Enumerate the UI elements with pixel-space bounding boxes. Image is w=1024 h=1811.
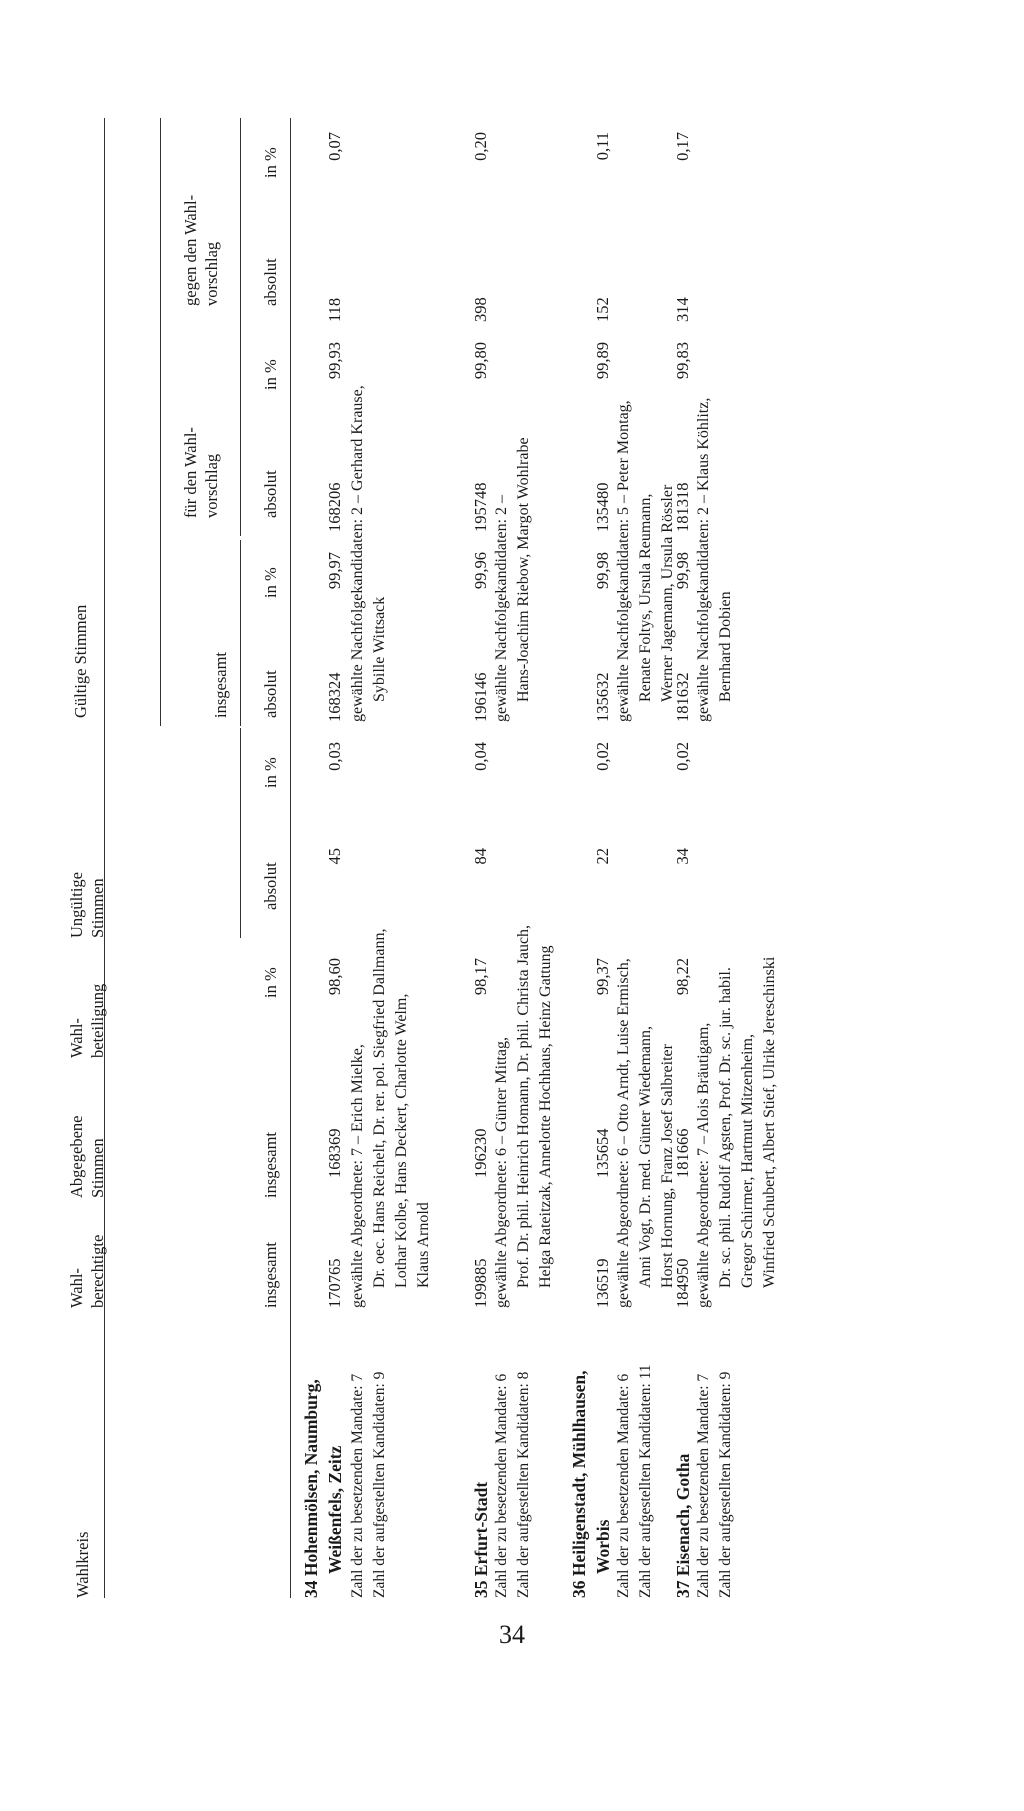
mandates-count: Zahl der zu besetzenden Mandate: 7 — [695, 1373, 712, 1598]
header-insgesamt-group: insgesamt — [211, 652, 230, 718]
ung-pct-value: 0,03 — [325, 742, 344, 771]
wahlberechtigte-value: 136519 — [593, 1258, 612, 1308]
successor-line: gewählte Nachfolgekandidaten: 2 – Gerhard Krause, — [349, 385, 366, 722]
ge-abs-value: 118 — [325, 297, 344, 322]
elected-line: gewählte Abgeordnete: 6 – Günter Mittag, — [493, 1036, 510, 1308]
ungueltige-sub-rule — [240, 728, 241, 938]
fu-abs-value: 168206 — [325, 482, 344, 532]
elected-line: Dr. oec. Hans Reichelt, Dr. rer. pol. Siegfried Dallmann, — [371, 928, 388, 1288]
district-title: 35 Erfurt-Stadt — [471, 1481, 491, 1598]
ung-abs-value: 22 — [593, 848, 612, 865]
gi-abs-value: 168324 — [325, 672, 344, 722]
sub-gi-pct: in % — [261, 567, 280, 598]
successor-line: Bernhard Dobien — [717, 591, 734, 702]
mandates-count: Zahl der zu besetzenden Mandate: 6 — [615, 1373, 632, 1598]
elected-line: Gregor Schirmer, Hartmut Mitzenheim, — [739, 1034, 756, 1288]
ge-abs-value: 152 — [593, 297, 612, 322]
elected-line: gewählte Abgeordnete: 7 – Alois Bräutigam, — [695, 1022, 712, 1308]
beteiligung-value: 98,17 — [471, 958, 490, 996]
ge-pct-value: 0,07 — [325, 132, 344, 161]
wahlberechtigte-value: 170765 — [325, 1258, 344, 1308]
gi-abs-value: 135632 — [593, 672, 612, 722]
successor-line: gewählte Nachfolgekandidaten: 2 – — [493, 494, 510, 722]
successor-line: Hans-Joachim Riebow, Margot Wohlrabe — [515, 437, 532, 702]
header-wahlberechtigte: Wahl- berechtigte — [67, 1234, 108, 1308]
beteiligung-value: 98,22 — [673, 958, 692, 996]
election-results-table — [62, 118, 778, 1598]
district-title: 37 Eisenach, Gotha — [673, 1453, 693, 1598]
successor-line: gewählte Nachfolgekandidaten: 2 – Klaus Köhlitz, — [695, 397, 712, 722]
header-abgegebene: Abgegebene Stimmen — [67, 1115, 108, 1198]
successor-line: gewählte Nachfolgekandidaten: 5 – Peter Montag, — [615, 400, 632, 722]
mandates-count: Zahl der zu besetzenden Mandate: 7 — [349, 1373, 366, 1598]
candidates-count: Zahl der aufgestellten Kandidaten: 11 — [637, 1364, 654, 1598]
header-wahlbeteiligung: Wahl- beteiligung — [67, 983, 108, 1058]
successor-line: Werner Jagemann, Ursula Rössler — [659, 484, 676, 702]
ge-abs-value: 314 — [673, 297, 692, 322]
header-gegen: gegen den Wahl- vorschlag — [181, 194, 222, 306]
ge-pct-value: 0,17 — [673, 132, 692, 161]
gegen-sub-rule — [240, 118, 241, 326]
header-bottom-rule — [290, 118, 291, 1598]
elected-line: Dr. sc. phil. Rudolf Agsten, Prof. Dr. sc. jur. habil. — [717, 967, 734, 1288]
fu-abs-value: 181318 — [673, 482, 692, 532]
gi-abs-value: 196146 — [471, 672, 490, 722]
beteiligung-value: 99,37 — [593, 958, 612, 996]
gi-pct-value: 99,98 — [673, 552, 692, 590]
ung-pct-value: 0,02 — [673, 742, 692, 771]
district-title: 36 Heiligenstadt, Mühlhausen, — [569, 1370, 589, 1598]
candidates-count: Zahl der aufgestellten Kandidaten: 9 — [717, 1371, 734, 1598]
ung-pct-value: 0,04 — [471, 742, 490, 771]
sub-ung-abs: absolut — [261, 862, 280, 910]
fu-pct-value: 99,80 — [471, 342, 490, 380]
fu-pct-value: 99,93 — [325, 342, 344, 380]
elected-line: Klaus Arnold — [415, 1202, 432, 1288]
ge-abs-value: 398 — [471, 297, 490, 322]
sub-ge-pct: in % — [261, 147, 280, 178]
wahlberechtigte-value: 199885 — [471, 1258, 490, 1308]
candidates-count: Zahl der aufgestellten Kandidaten: 9 — [371, 1371, 388, 1598]
gi-abs-value: 181632 — [673, 672, 692, 722]
ung-abs-value: 84 — [471, 848, 490, 865]
header-fuer: für den Wahl- vorschlag — [181, 427, 222, 518]
successor-line: Renate Foltys, Ursula Reumann, — [637, 493, 654, 702]
beteiligung-value: 98,60 — [325, 958, 344, 996]
elected-line: gewählte Abgeordnete: 7 – Erich Mielke, — [349, 1044, 366, 1308]
mandates-count: Zahl der zu besetzenden Mandate: 6 — [493, 1373, 510, 1598]
sub-ge-abs: absolut — [261, 258, 280, 306]
ung-abs-value: 34 — [673, 848, 692, 865]
district-block-34 — [300, 118, 450, 1598]
district-block-37 — [672, 118, 778, 1598]
gueltige-sub-rule — [240, 540, 241, 726]
sub-ab-insgesamt: insgesamt — [261, 1132, 280, 1198]
elected-line: gewählte Abgeordnete: 6 – Otto Arndt, Luise Ermisch, — [615, 958, 632, 1308]
abgegebene-value: 135654 — [593, 1128, 612, 1178]
elected-line: Anni Vogt, Dr. med. Günter Wiedemann, — [637, 1026, 654, 1288]
sub-gi-abs: absolut — [261, 670, 280, 718]
gi-pct-value: 99,96 — [471, 552, 490, 590]
elected-line: Winfried Schubert, Albert Stief, Ulrike Jereschinski — [761, 956, 778, 1288]
ung-abs-value: 45 — [325, 848, 344, 865]
ge-pct-value: 0,20 — [471, 132, 490, 161]
ung-pct-value: 0,02 — [593, 742, 612, 771]
gi-pct-value: 99,98 — [593, 552, 612, 590]
fu-pct-value: 99,89 — [593, 342, 612, 380]
district-title-line2: Weißenfels, Zeitz — [325, 1445, 345, 1574]
gueltige-group-rule — [160, 118, 161, 726]
elected-line: Prof. Dr. phil. Heinrich Homann, Dr. phil. Christa Jauch, — [515, 924, 532, 1288]
abgegebene-value: 196230 — [471, 1128, 490, 1178]
district-title: 34 Hohenmölsen, Naumburg, — [301, 1379, 321, 1598]
header-gueltige: Gültige Stimmen — [71, 604, 90, 718]
fu-abs-value: 135480 — [593, 482, 612, 532]
successor-line: Sybille Wittsack — [371, 596, 388, 702]
elected-line: Horst Hornung, Franz Josef Salbreiter — [659, 1044, 676, 1288]
page-number: 34 — [499, 1620, 525, 1649]
candidates-count: Zahl der aufgestellten Kandidaten: 8 — [515, 1371, 532, 1598]
sub-fu-pct: in % — [261, 359, 280, 390]
elected-line: Lothar Kolbe, Hans Deckert, Charlotte Welm, — [393, 993, 410, 1288]
ge-pct-value: 0,11 — [593, 132, 612, 161]
sub-bet-pct: in % — [261, 967, 280, 998]
district-title-line2: Worbis — [593, 1519, 613, 1574]
district-block-35 — [470, 118, 570, 1598]
sub-ung-pct: in % — [261, 757, 280, 788]
table-top-rule — [104, 118, 105, 1598]
fu-abs-value: 195748 — [471, 482, 490, 532]
abgegebene-value: 168369 — [325, 1128, 344, 1178]
wahlberechtigte-value: 184950 — [673, 1258, 692, 1308]
fu-pct-value: 99,83 — [673, 342, 692, 380]
header-ungueltige: Ungültige Stimmen — [67, 872, 108, 938]
sub-fu-abs: absolut — [261, 470, 280, 518]
fuer-sub-rule — [240, 330, 241, 536]
sub-wb-insgesamt: insgesamt — [261, 1242, 280, 1308]
gi-pct-value: 99,97 — [325, 552, 344, 590]
abgegebene-value: 181666 — [673, 1128, 692, 1178]
elected-line: Helga Rateitzak, Annelotte Hochhaus, Heinz Gattung — [537, 945, 554, 1288]
header-wahlkreis: Wahlkreis — [73, 1531, 92, 1598]
